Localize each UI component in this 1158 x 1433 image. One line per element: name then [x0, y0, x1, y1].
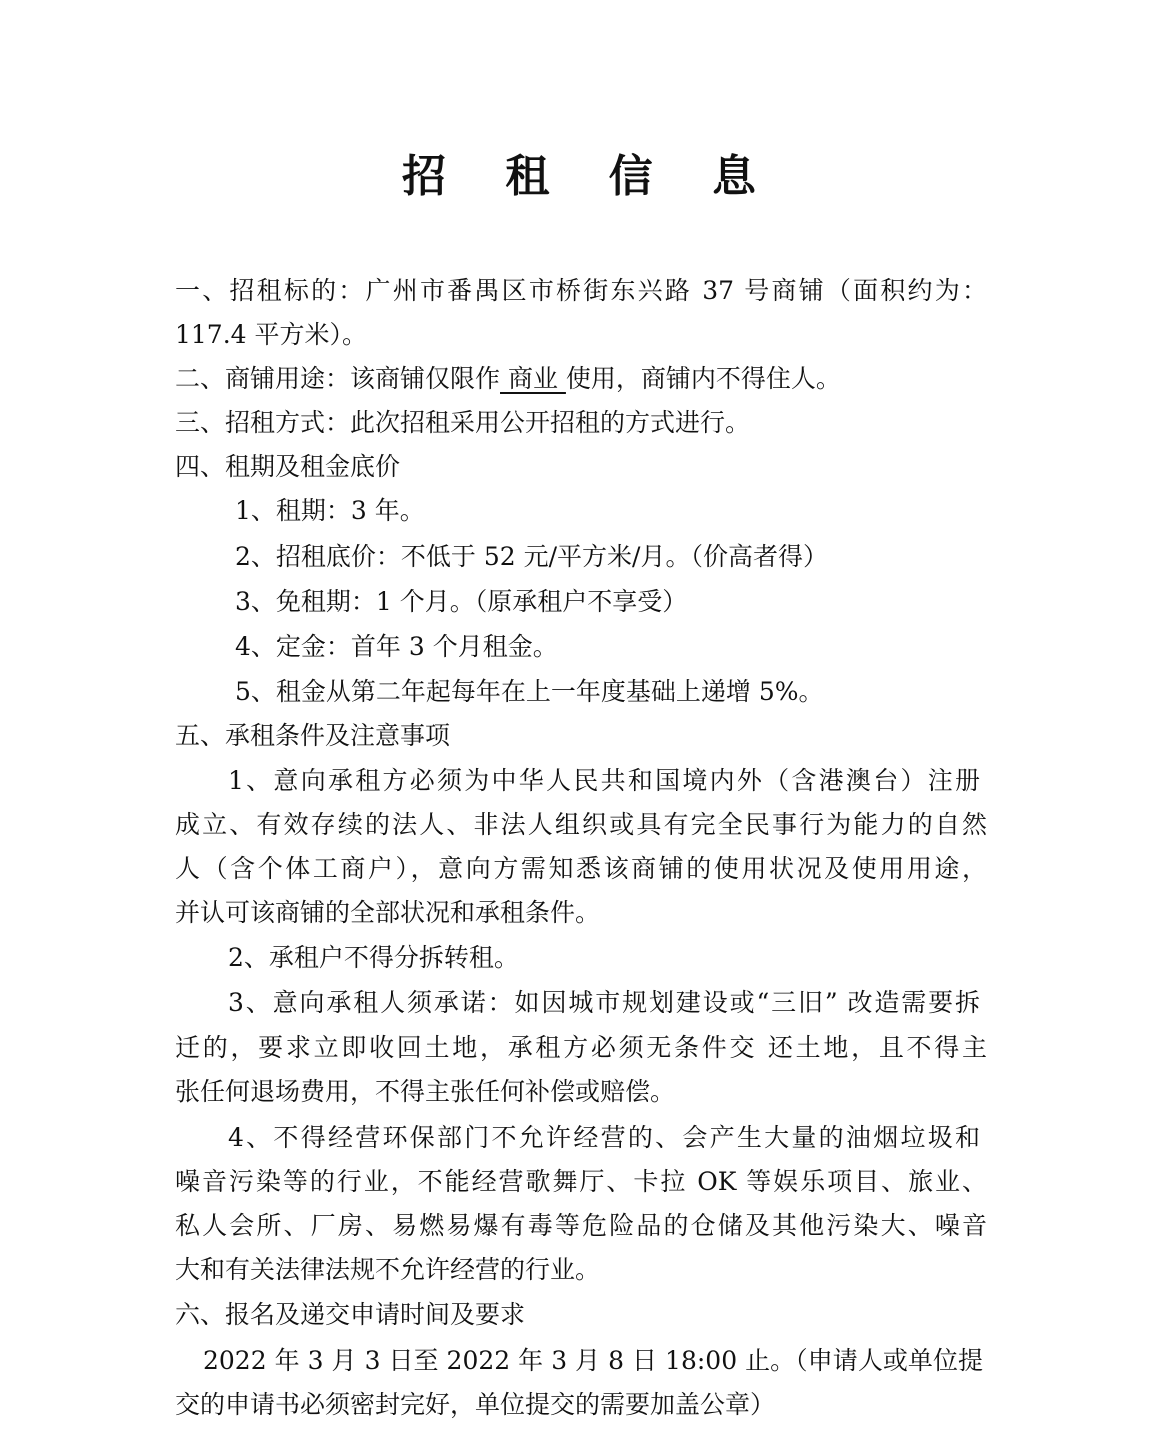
page-title: 招 租 信 息: [402, 151, 778, 202]
paragraph-line: 人（含个体工商户），意向方需知悉该商铺的使用状况及使用用途，: [175, 854, 987, 883]
list-item: 1、租期：3 年。: [235, 496, 425, 525]
section-heading: 六、报名及递交申请时间及要求: [175, 1300, 526, 1329]
usage-suffix: 使用，商铺内不得住人。: [565, 364, 841, 393]
text-line: 一、招租标的：广州市番禺区市桥街东兴路 37 号商铺（面积约为：: [175, 276, 987, 305]
paragraph-line: 张任何退场费用，不得主张任何补偿或赔偿。: [175, 1077, 676, 1106]
list-item: 4、定金：首年 3 个月租金。: [235, 632, 558, 661]
paragraph-line: 私人会所、厂房、易燃易爆有毒等危险品的仓储及其他污染大、噪音: [175, 1211, 987, 1240]
usage-line: [175, 362, 841, 396]
list-item: 5、租金从第二年起每年在上一年度基础上递增 5%。: [235, 677, 824, 706]
paragraph-line: 交的申请书必须密封完好，单位提交的需要加盖公章）: [175, 1390, 776, 1419]
list-item: 2、招租底价：不低于 52 元/平方米/月。（价高者得）: [235, 542, 828, 571]
text-line: 三、招租方式：此次招租采用公开招租的方式进行。: [175, 408, 751, 437]
paragraph-line: 成立、有效存续的法人、非法人组织或具有完全民事行为能力的自然: [175, 810, 987, 839]
paragraph-line: 3、意向承租人须承诺：如因城市规划建设或“三旧” 改造需要拆: [228, 988, 980, 1017]
text-line: 117.4 平方米）。: [175, 320, 368, 349]
paragraph-line: 2、承租户不得分拆转租。: [228, 943, 519, 972]
paragraph-line: 大和有关法律法规不允许经营的行业。: [175, 1255, 601, 1284]
usage-prefix: 二、商铺用途：该商铺仅限作: [175, 364, 501, 393]
usage-underlined-value: 商业: [500, 364, 566, 393]
section-heading: 四、租期及租金底价: [175, 452, 401, 481]
section-heading: 五、承租条件及注意事项: [175, 721, 451, 750]
paragraph-line: 迁的，要求立即收回土地，承租方必须无条件交 还土地，且不得主: [175, 1033, 987, 1062]
paragraph-line: 4、不得经营环保部门不允许经营的、会产生大量的油烟垃圾和: [228, 1123, 980, 1152]
paragraph-line: 噪音污染等的行业，不能经营歌舞厅、卡拉 OK 等娱乐项目、旅业、: [175, 1167, 987, 1196]
paragraph-line: 并认可该商铺的全部状况和承租条件。: [175, 898, 601, 927]
list-item: 3、免租期：1 个月。（原承租户不享受）: [235, 587, 688, 616]
paragraph-line: 2022 年 3 月 3 日至 2022 年 3 月 8 日 18:00 止。（申请人或单位提: [203, 1346, 983, 1375]
paragraph-line: 1、意向承租方必须为中华人民共和国境内外（含港澳台）注册: [228, 766, 980, 795]
